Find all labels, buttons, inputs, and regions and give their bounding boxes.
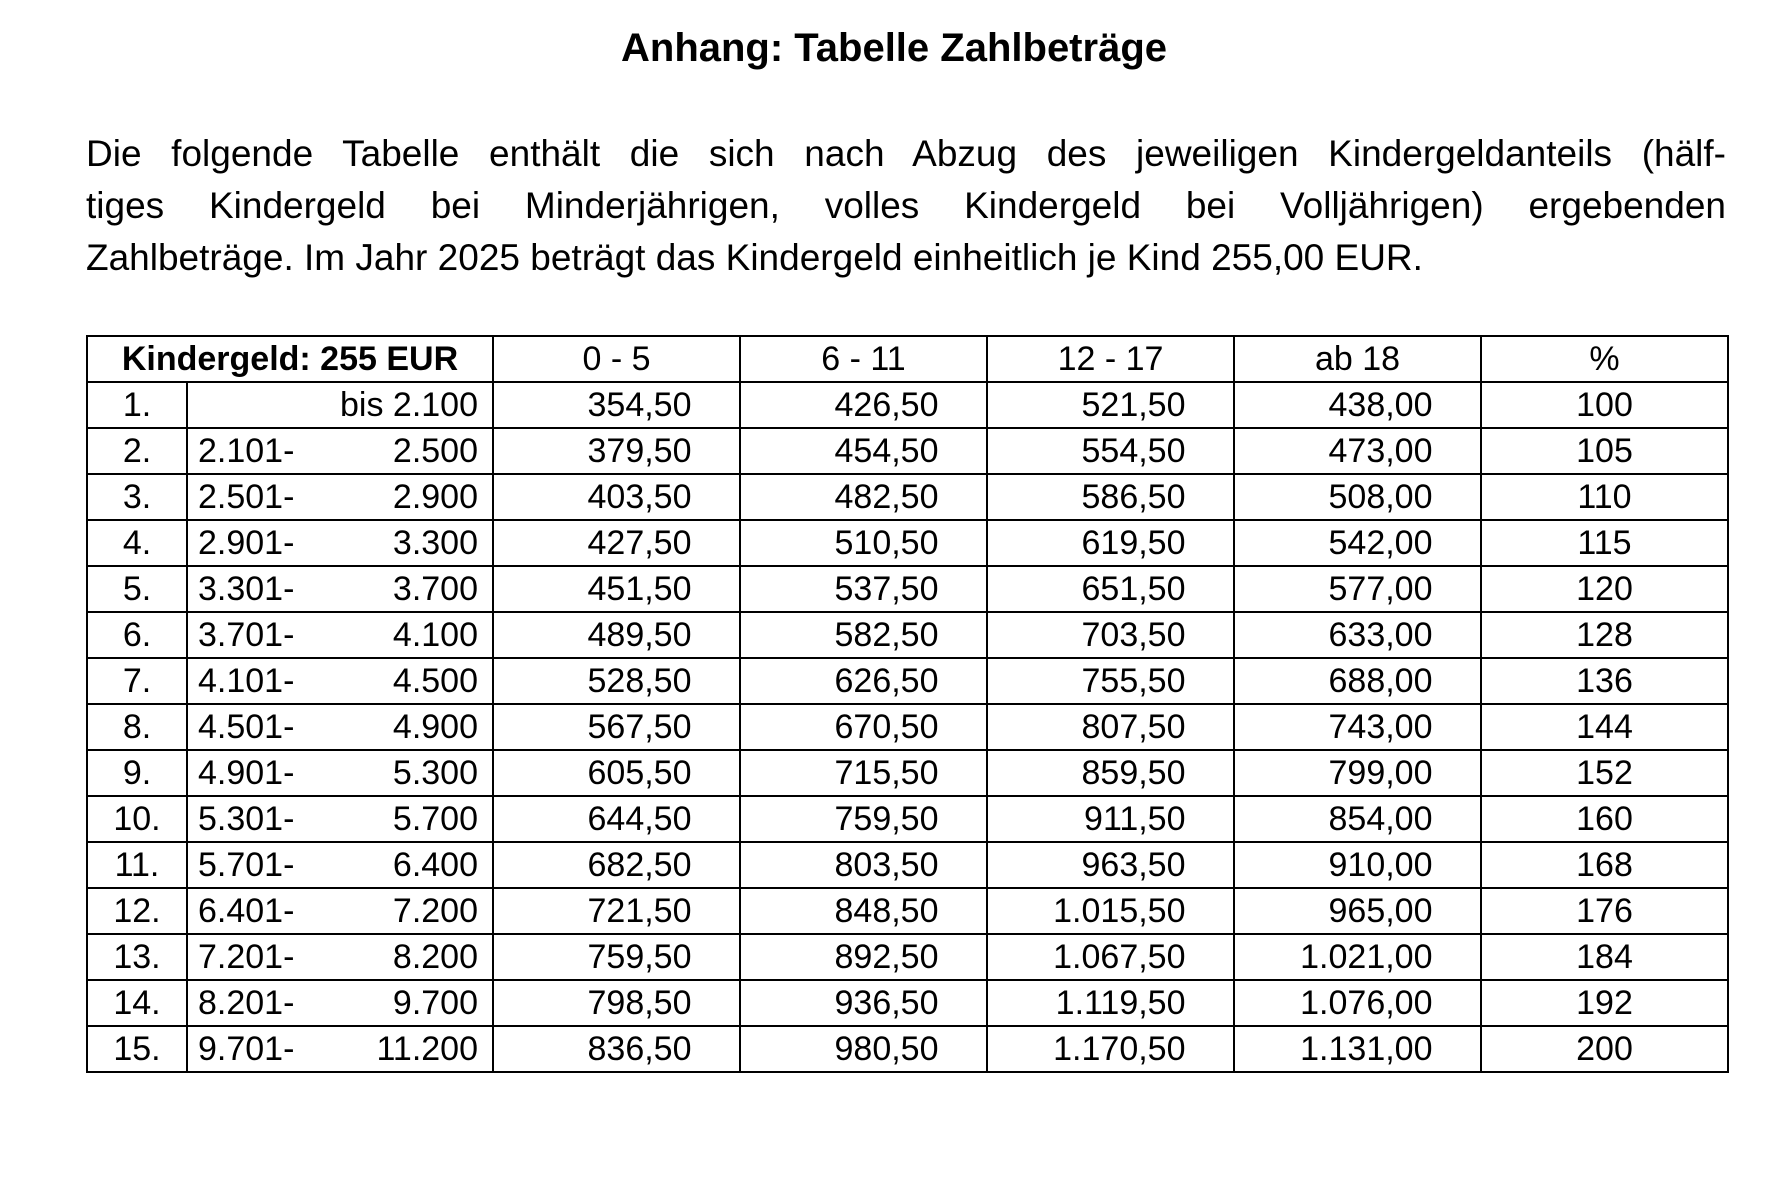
amount-age-0-5 bbox=[493, 750, 740, 796]
income-to: 11.200 bbox=[327, 1026, 493, 1072]
amount-age-0-5-text: 567,50 bbox=[587, 708, 692, 746]
amount-age-0-5 bbox=[493, 428, 740, 474]
amount-age-6-11-text: 482,50 bbox=[834, 478, 939, 516]
amount-age-6-11-text: 454,50 bbox=[834, 432, 939, 470]
percent-value: 100 bbox=[1481, 382, 1728, 428]
amount-age-18-plus bbox=[1234, 428, 1481, 474]
amount-age-0-5 bbox=[493, 612, 740, 658]
amount-age-18-plus bbox=[1234, 474, 1481, 520]
amount-age-0-5-text: 403,50 bbox=[587, 478, 692, 516]
amount-age-18-plus bbox=[1234, 520, 1481, 566]
income-to: 5.300 bbox=[327, 750, 493, 796]
row-number: 10. bbox=[87, 796, 187, 842]
intro-paragraph bbox=[86, 128, 1726, 284]
amount-age-18-plus-text: 577,00 bbox=[1328, 570, 1433, 608]
amount-age-18-plus bbox=[1234, 612, 1481, 658]
income-to: 2.500 bbox=[327, 428, 493, 474]
amount-age-0-5-text: 427,50 bbox=[587, 524, 692, 562]
amount-age-12-17 bbox=[987, 474, 1234, 520]
amount-age-12-17 bbox=[987, 796, 1234, 842]
amount-age-6-11 bbox=[740, 934, 987, 980]
income-to: 6.400 bbox=[327, 842, 493, 888]
amount-age-6-11-text: 670,50 bbox=[834, 708, 939, 746]
income-to: 2.900 bbox=[327, 474, 493, 520]
amount-age-0-5 bbox=[493, 382, 740, 428]
percent-value: 160 bbox=[1481, 796, 1728, 842]
table-row bbox=[87, 980, 1728, 1026]
income-from: 2.501- bbox=[187, 474, 327, 520]
percent-value: 192 bbox=[1481, 980, 1728, 1026]
amount-age-6-11 bbox=[740, 1026, 987, 1072]
income-to: 4.900 bbox=[327, 704, 493, 750]
amount-age-18-plus bbox=[1234, 888, 1481, 934]
income-from: 3.701- bbox=[187, 612, 327, 658]
amount-age-6-11-text: 715,50 bbox=[834, 754, 939, 792]
table-row bbox=[87, 750, 1728, 796]
amount-age-0-5-text: 644,50 bbox=[587, 800, 692, 838]
table-row bbox=[87, 382, 1728, 428]
income-to: 4.100 bbox=[327, 612, 493, 658]
amount-age-6-11 bbox=[740, 520, 987, 566]
income-from: 8.201- bbox=[187, 980, 327, 1026]
row-number: 2. bbox=[87, 428, 187, 474]
amount-age-18-plus-text: 743,00 bbox=[1328, 708, 1433, 746]
amount-age-6-11 bbox=[740, 980, 987, 1026]
amount-age-6-11-text: 759,50 bbox=[834, 800, 939, 838]
percent-value: 105 bbox=[1481, 428, 1728, 474]
amount-age-0-5-text: 836,50 bbox=[587, 1030, 692, 1068]
row-number: 7. bbox=[87, 658, 187, 704]
amount-age-12-17-text: 703,50 bbox=[1081, 616, 1186, 654]
amount-age-12-17-text: 755,50 bbox=[1081, 662, 1186, 700]
amount-age-12-17-text: 911,50 bbox=[1084, 800, 1186, 838]
percent-value: 128 bbox=[1481, 612, 1728, 658]
amount-age-12-17 bbox=[987, 750, 1234, 796]
amount-age-18-plus bbox=[1234, 980, 1481, 1026]
income-from bbox=[187, 382, 327, 428]
amount-age-6-11-text: 848,50 bbox=[834, 892, 939, 930]
intro-line: Zahlbeträge. Im Jahr 2025 beträgt das Kindergeld einheitlich je Kind 255,00 EUR. bbox=[86, 237, 1423, 278]
income-from: 9.701- bbox=[187, 1026, 327, 1072]
amount-age-18-plus-text: 1.131,00 bbox=[1300, 1030, 1433, 1068]
amount-age-12-17-text: 619,50 bbox=[1081, 524, 1186, 562]
amount-age-0-5 bbox=[493, 658, 740, 704]
amount-age-18-plus bbox=[1234, 566, 1481, 612]
amount-age-6-11-text: 892,50 bbox=[834, 938, 939, 976]
amount-age-6-11-text: 582,50 bbox=[834, 616, 939, 654]
table-row bbox=[87, 474, 1728, 520]
percent-value: 136 bbox=[1481, 658, 1728, 704]
income-to: 4.500 bbox=[327, 658, 493, 704]
amount-age-18-plus-text: 1.076,00 bbox=[1300, 984, 1433, 1022]
amount-age-12-17 bbox=[987, 934, 1234, 980]
column-header-age-18-plus: ab 18 bbox=[1234, 336, 1481, 382]
table-row bbox=[87, 934, 1728, 980]
amount-age-0-5 bbox=[493, 796, 740, 842]
amount-age-18-plus-text: 542,00 bbox=[1328, 524, 1433, 562]
percent-value: 200 bbox=[1481, 1026, 1728, 1072]
amount-age-18-plus-text: 854,00 bbox=[1328, 800, 1433, 838]
amount-age-12-17-text: 1.067,50 bbox=[1053, 938, 1186, 976]
amount-age-18-plus-text: 473,00 bbox=[1328, 432, 1433, 470]
amount-age-12-17 bbox=[987, 1026, 1234, 1072]
amount-age-12-17 bbox=[987, 658, 1234, 704]
row-number: 13. bbox=[87, 934, 187, 980]
amount-age-0-5-text: 528,50 bbox=[587, 662, 692, 700]
amount-age-18-plus bbox=[1234, 750, 1481, 796]
amount-age-0-5 bbox=[493, 566, 740, 612]
amount-age-6-11 bbox=[740, 566, 987, 612]
table-body bbox=[87, 382, 1728, 1072]
table-row bbox=[87, 888, 1728, 934]
row-number: 11. bbox=[87, 842, 187, 888]
column-header-age-12-17: 12 - 17 bbox=[987, 336, 1234, 382]
table-row bbox=[87, 796, 1728, 842]
amount-age-18-plus bbox=[1234, 1026, 1481, 1072]
amount-age-18-plus-text: 910,00 bbox=[1328, 846, 1433, 884]
amount-age-12-17-text: 521,50 bbox=[1081, 386, 1186, 424]
table-row bbox=[87, 842, 1728, 888]
amount-age-0-5 bbox=[493, 1026, 740, 1072]
percent-value: 115 bbox=[1481, 520, 1728, 566]
amount-age-6-11-text: 936,50 bbox=[834, 984, 939, 1022]
amount-age-0-5-text: 721,50 bbox=[587, 892, 692, 930]
amount-age-12-17-text: 554,50 bbox=[1081, 432, 1186, 470]
column-header-percent: % bbox=[1481, 336, 1728, 382]
amount-age-0-5-text: 605,50 bbox=[587, 754, 692, 792]
amount-age-0-5-text: 354,50 bbox=[587, 386, 692, 424]
page-title: Anhang: Tabelle Zahlbeträge bbox=[621, 26, 1167, 70]
amount-age-0-5 bbox=[493, 704, 740, 750]
amount-age-6-11-text: 510,50 bbox=[834, 524, 939, 562]
amount-age-6-11 bbox=[740, 888, 987, 934]
amount-age-12-17 bbox=[987, 888, 1234, 934]
income-to: 5.700 bbox=[327, 796, 493, 842]
amount-age-18-plus bbox=[1234, 658, 1481, 704]
amount-age-6-11 bbox=[740, 658, 987, 704]
percent-value: 152 bbox=[1481, 750, 1728, 796]
income-from: 7.201- bbox=[187, 934, 327, 980]
amount-age-0-5 bbox=[493, 934, 740, 980]
percent-value: 168 bbox=[1481, 842, 1728, 888]
income-from: 3.301- bbox=[187, 566, 327, 612]
amount-age-18-plus-text: 438,00 bbox=[1328, 386, 1433, 424]
table-header-row bbox=[87, 336, 1728, 382]
amount-age-12-17 bbox=[987, 612, 1234, 658]
amount-age-18-plus bbox=[1234, 842, 1481, 888]
income-from: 4.901- bbox=[187, 750, 327, 796]
income-from: 5.301- bbox=[187, 796, 327, 842]
amount-age-0-5 bbox=[493, 842, 740, 888]
amount-age-18-plus-text: 799,00 bbox=[1328, 754, 1433, 792]
amount-age-12-17-text: 1.119,50 bbox=[1055, 984, 1186, 1022]
amount-age-18-plus-text: 508,00 bbox=[1328, 478, 1433, 516]
percent-value: 120 bbox=[1481, 566, 1728, 612]
row-number: 8. bbox=[87, 704, 187, 750]
percent-value: 144 bbox=[1481, 704, 1728, 750]
amount-age-6-11 bbox=[740, 750, 987, 796]
amount-age-0-5-text: 451,50 bbox=[587, 570, 692, 608]
intro-line: tiges Kindergeld bei Minderjährigen, volles Kindergeld bei Volljährigen) ergebenden bbox=[86, 185, 1726, 226]
income-from: 2.901- bbox=[187, 520, 327, 566]
amount-age-6-11-text: 537,50 bbox=[834, 570, 939, 608]
amount-age-0-5 bbox=[493, 520, 740, 566]
row-number: 4. bbox=[87, 520, 187, 566]
amount-age-6-11-text: 980,50 bbox=[834, 1030, 939, 1068]
amount-age-18-plus-text: 965,00 bbox=[1328, 892, 1433, 930]
payment-table bbox=[86, 335, 1729, 1073]
amount-age-12-17 bbox=[987, 980, 1234, 1026]
amount-age-18-plus bbox=[1234, 382, 1481, 428]
amount-age-18-plus-text: 688,00 bbox=[1328, 662, 1433, 700]
amount-age-0-5-text: 682,50 bbox=[587, 846, 692, 884]
row-number: 14. bbox=[87, 980, 187, 1026]
amount-age-12-17 bbox=[987, 566, 1234, 612]
amount-age-12-17-text: 1.170,50 bbox=[1053, 1030, 1186, 1068]
row-number: 12. bbox=[87, 888, 187, 934]
income-to: 9.700 bbox=[327, 980, 493, 1026]
amount-age-12-17-text: 807,50 bbox=[1081, 708, 1186, 746]
amount-age-0-5-text: 489,50 bbox=[587, 616, 692, 654]
amount-age-12-17 bbox=[987, 704, 1234, 750]
income-to: 7.200 bbox=[327, 888, 493, 934]
column-header-age-6-11: 6 - 11 bbox=[740, 336, 987, 382]
amount-age-12-17-text: 963,50 bbox=[1081, 846, 1186, 884]
row-number: 15. bbox=[87, 1026, 187, 1072]
income-to: 3.300 bbox=[327, 520, 493, 566]
amount-age-6-11-text: 803,50 bbox=[834, 846, 939, 884]
income-from: 5.701- bbox=[187, 842, 327, 888]
row-number: 6. bbox=[87, 612, 187, 658]
amount-age-12-17 bbox=[987, 428, 1234, 474]
amount-age-0-5-text: 798,50 bbox=[587, 984, 692, 1022]
amount-age-0-5 bbox=[493, 474, 740, 520]
amount-age-6-11 bbox=[740, 704, 987, 750]
amount-age-6-11-text: 626,50 bbox=[834, 662, 939, 700]
amount-age-6-11 bbox=[740, 382, 987, 428]
income-to: 3.700 bbox=[327, 566, 493, 612]
percent-value: 110 bbox=[1481, 474, 1728, 520]
amount-age-18-plus-text: 1.021,00 bbox=[1300, 938, 1433, 976]
income-to: 8.200 bbox=[327, 934, 493, 980]
percent-value: 176 bbox=[1481, 888, 1728, 934]
table-row bbox=[87, 566, 1728, 612]
amount-age-6-11 bbox=[740, 474, 987, 520]
row-number: 1. bbox=[87, 382, 187, 428]
amount-age-12-17 bbox=[987, 842, 1234, 888]
intro-line: Die folgende Tabelle enthält die sich nach Abzug des jeweiligen Kindergeldanteils (hälf- bbox=[86, 133, 1726, 174]
amount-age-12-17-text: 1.015,50 bbox=[1053, 892, 1186, 930]
table-row bbox=[87, 704, 1728, 750]
amount-age-18-plus bbox=[1234, 704, 1481, 750]
income-to: bis 2.100 bbox=[327, 382, 493, 428]
amount-age-12-17-text: 651,50 bbox=[1081, 570, 1186, 608]
amount-age-6-11 bbox=[740, 796, 987, 842]
amount-age-6-11 bbox=[740, 842, 987, 888]
percent-value: 184 bbox=[1481, 934, 1728, 980]
row-number: 3. bbox=[87, 474, 187, 520]
amount-age-12-17-text: 586,50 bbox=[1081, 478, 1186, 516]
amount-age-18-plus-text: 633,00 bbox=[1328, 616, 1433, 654]
table-row bbox=[87, 520, 1728, 566]
table-row bbox=[87, 658, 1728, 704]
amount-age-6-11 bbox=[740, 612, 987, 658]
income-from: 4.101- bbox=[187, 658, 327, 704]
amount-age-0-5-text: 379,50 bbox=[587, 432, 692, 470]
amount-age-18-plus bbox=[1234, 796, 1481, 842]
amount-age-18-plus bbox=[1234, 934, 1481, 980]
amount-age-0-5-text: 759,50 bbox=[587, 938, 692, 976]
row-number: 5. bbox=[87, 566, 187, 612]
income-from: 4.501- bbox=[187, 704, 327, 750]
table-row bbox=[87, 1026, 1728, 1072]
amount-age-12-17 bbox=[987, 382, 1234, 428]
amount-age-6-11-text: 426,50 bbox=[834, 386, 939, 424]
row-number: 9. bbox=[87, 750, 187, 796]
amount-age-12-17 bbox=[987, 520, 1234, 566]
amount-age-12-17-text: 859,50 bbox=[1081, 754, 1186, 792]
table-row bbox=[87, 612, 1728, 658]
income-from: 6.401- bbox=[187, 888, 327, 934]
column-header-age-0-5: 0 - 5 bbox=[493, 336, 740, 382]
income-from: 2.101- bbox=[187, 428, 327, 474]
table-row bbox=[87, 428, 1728, 474]
kindergeld-header: Kindergeld: 255 EUR bbox=[87, 336, 493, 382]
amount-age-0-5 bbox=[493, 888, 740, 934]
amount-age-6-11 bbox=[740, 428, 987, 474]
amount-age-0-5 bbox=[493, 980, 740, 1026]
